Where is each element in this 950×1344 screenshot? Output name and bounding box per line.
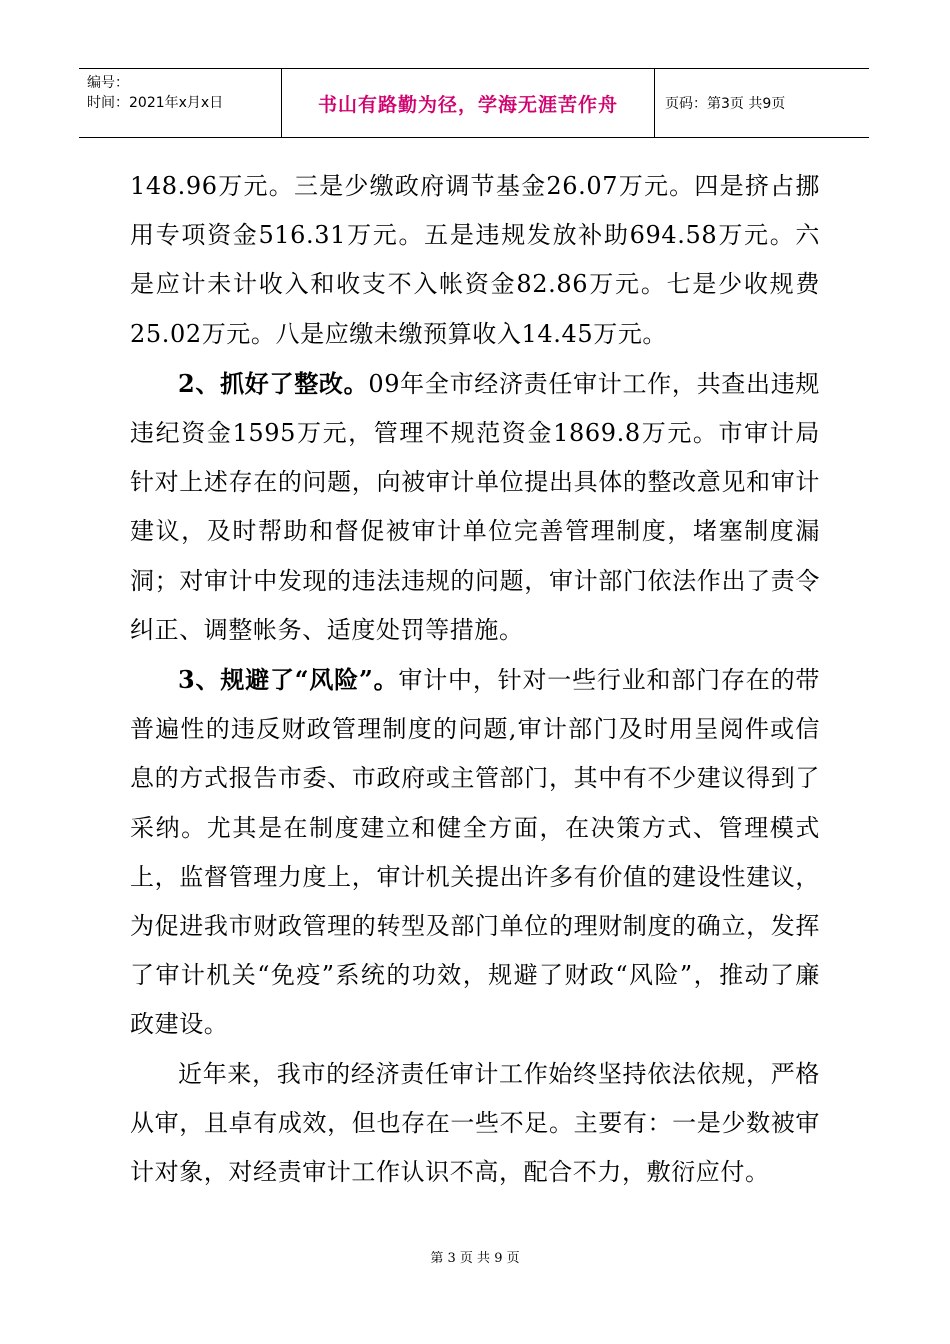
header-page-info: 页码：第3页 共9页 (665, 96, 786, 112)
doc-number-label: 编号： (87, 75, 129, 91)
header-motto: 书山有路勤为径，学海无涯苦作舟 (282, 69, 655, 137)
page-header (79, 68, 869, 138)
paragraph-risk (130, 655, 820, 1050)
paragraph-text: 09年全市经济责任审计工作，共查出违规违纪资金1595万元，管理不规范资金1869.8万元。市审计局针对上述存在的问题，向被审计单位提出具体的整改意见和审计建议，及时帮助和督促被审计单位完善管理制度，堵塞制度漏洞；对审计中发现的违法违规的问题，审计部门依法作出了责令纠正、调整帐务、适度处罚等措施。 (130, 369, 820, 644)
paragraph-text: 审计中，针对一些行业和部门存在的带普遍性的违反财政管理制度的问题,审计部门及时用呈阅件或信息的方式报告市委、市政府或主管部门，其中有不少建议得到了采纳。尤其是在制度建立和健全方面，在决策方式、管理模式上，监督管理力度上，审计机关提出许多有价值的建设性建议，为促进我市财政管理的转型及部门单位的理财制度的确立，发挥了审计机关“免疫”系统的功效，规避了财政“风险”，推动了廉政建设。 (130, 666, 820, 1039)
paragraph-continued: 148.96万元。三是少缴政府调节基金26.07万元。四是挤占挪用专项资金516.31万元。五是违规发放补助694.58万元。六是应计未计收入和收支不入帐资金82.86万元。七是少收规费25.02万元。八是应缴未缴预算收入14.45万元。 (130, 172, 820, 348)
document-body (130, 162, 820, 1197)
page-footer: 第 3 页 共 9 页 (430, 1251, 520, 1266)
header-meta (79, 69, 282, 137)
paragraph-heading: 2、抓好了整改。 (178, 368, 369, 398)
paragraph-shortcomings: 近年来，我市的经济责任审计工作始终坚持依法依规，严格从审，且卓有成效，但也存在一些不足。主要有：一是少数被审计对象，对经责审计工作认识不高，配合不力，敷衍应付。 (130, 1059, 820, 1187)
paragraph-rectification (130, 359, 820, 655)
doc-date-label: 时间：2021年x月x日 (87, 95, 224, 111)
paragraph-heading: 3、规避了“风险”。 (178, 665, 399, 695)
